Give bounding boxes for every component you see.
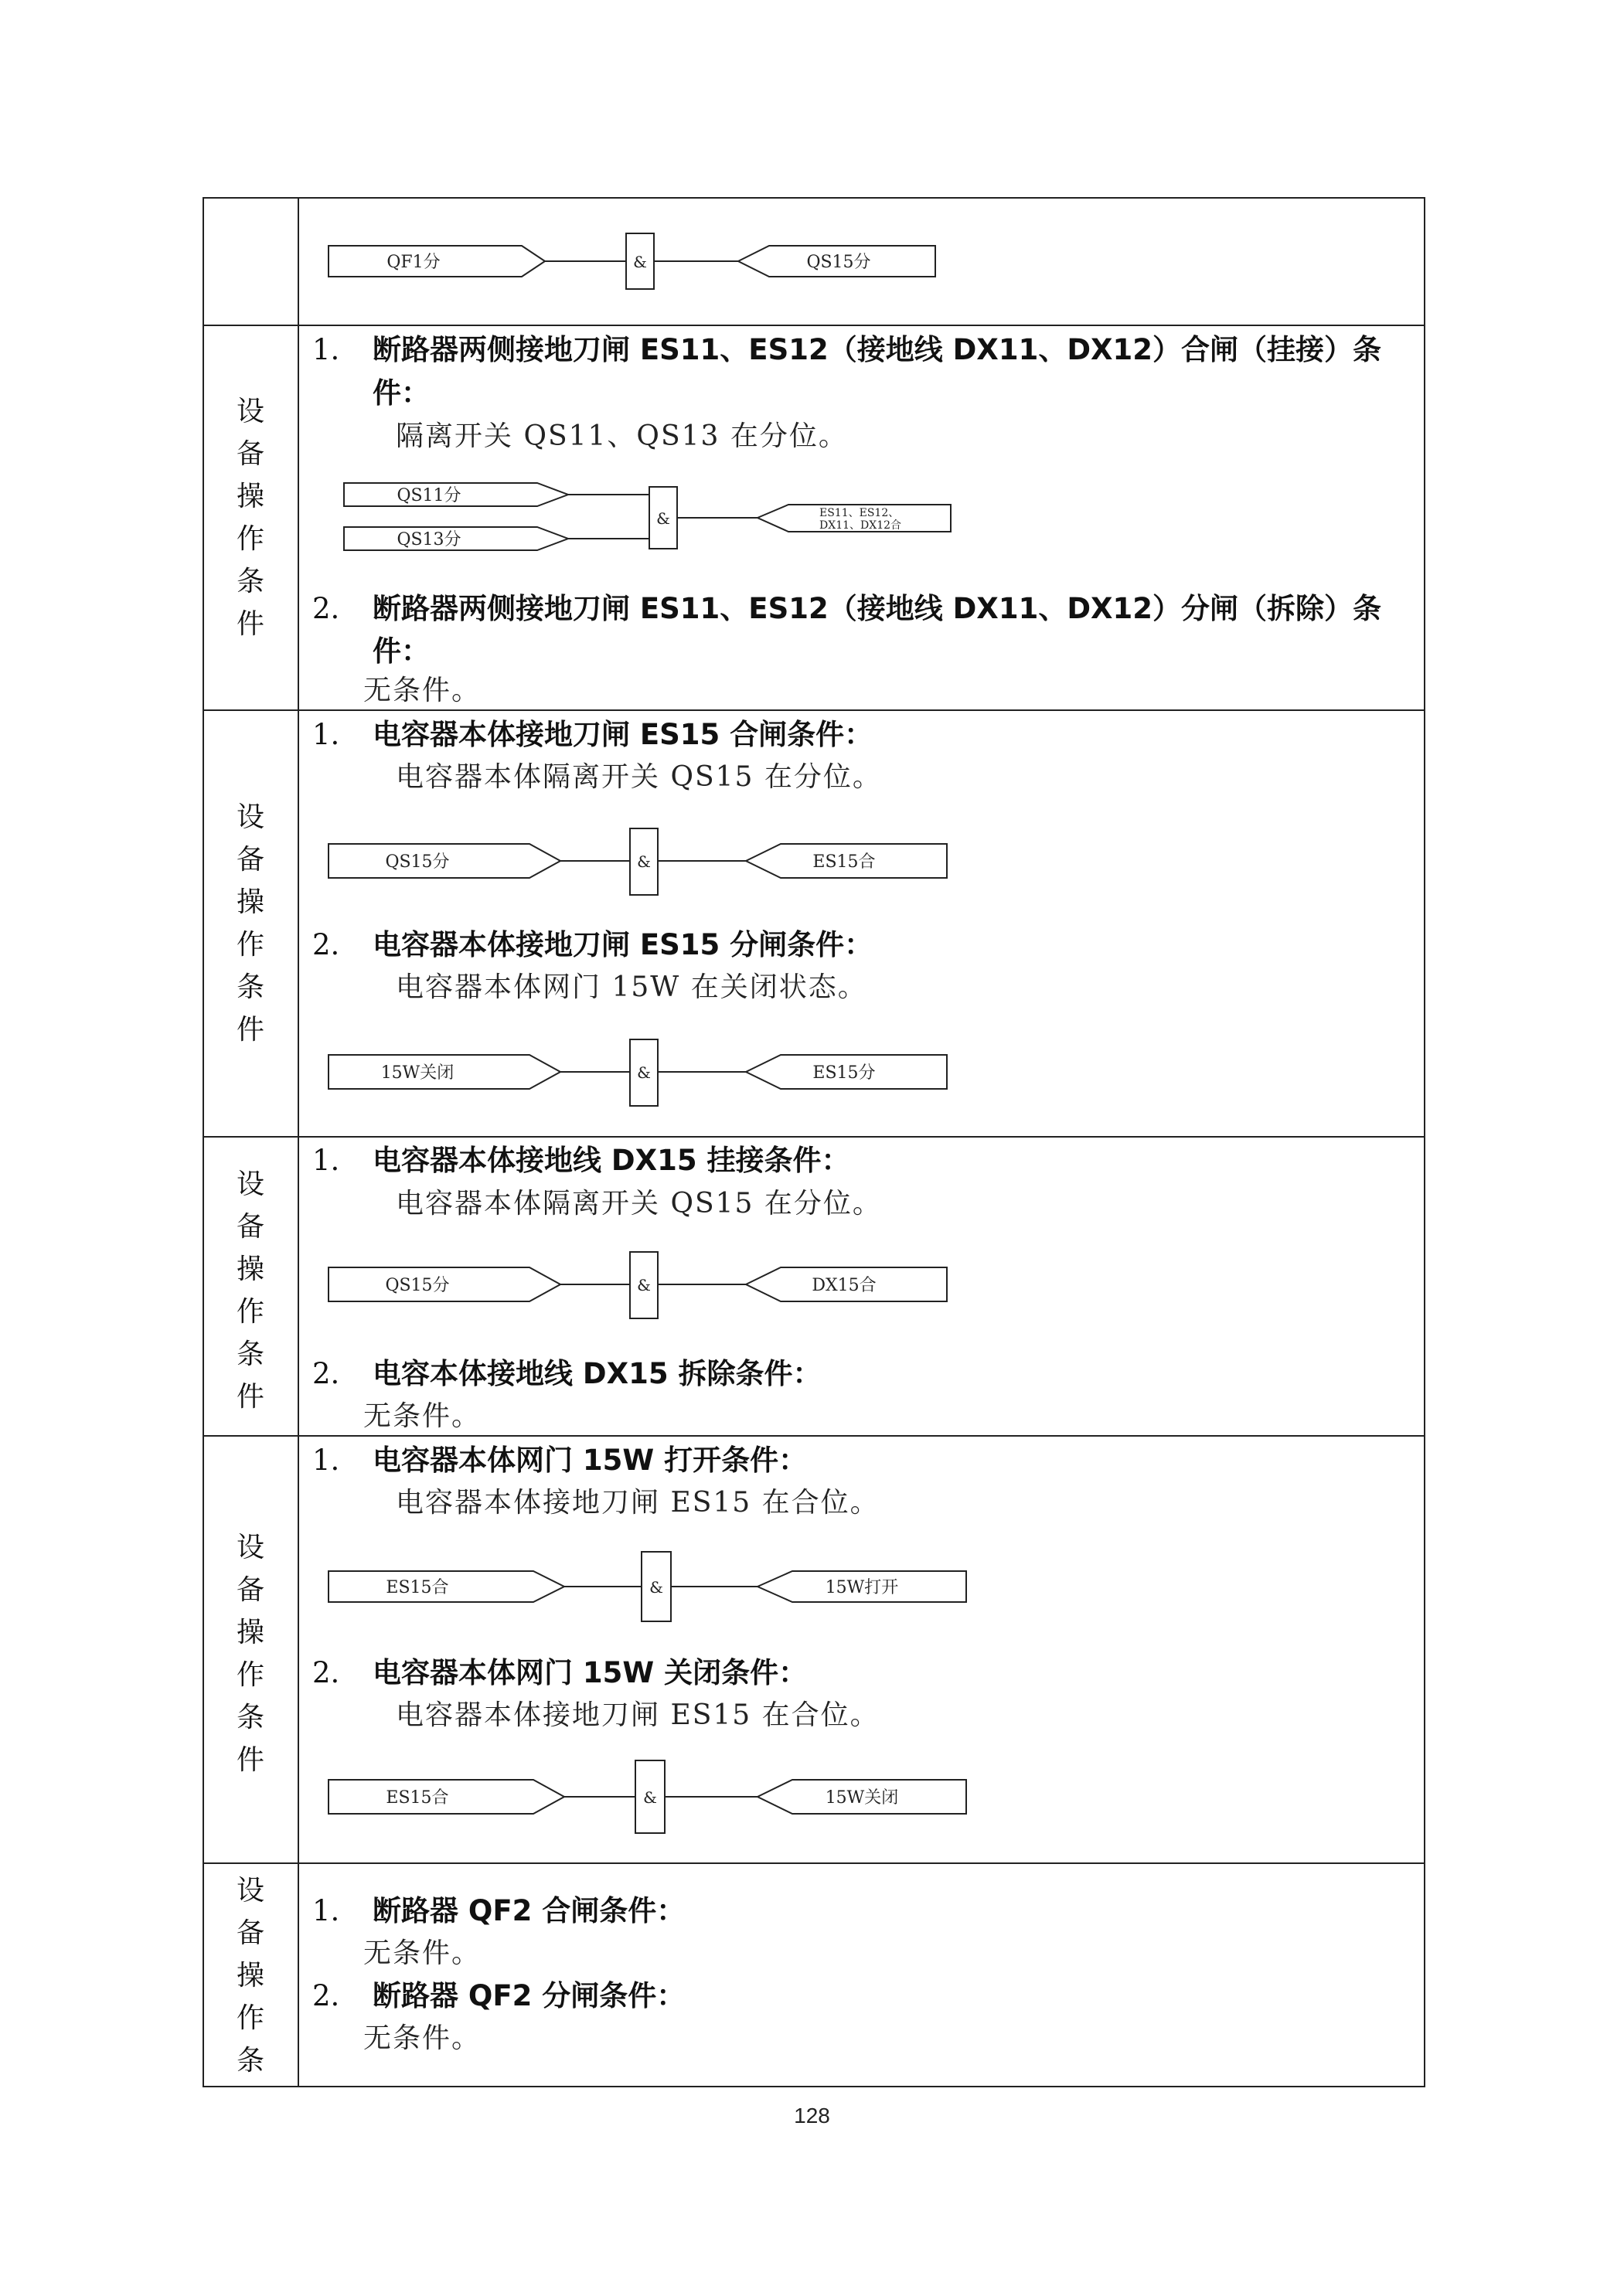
condition-desc: 电容器本体隔离开关 QS15 在分位。 [396,1188,882,1219]
diagram-gate-label: & [643,1788,657,1807]
diagram-input-label: QS11分 [397,486,461,505]
logic-diagram-qs15-dx15 [325,1252,958,1321]
diagram-gate-label: & [649,1578,663,1597]
diagram-gate-label: & [637,1063,651,1082]
condition-desc: 无条件。 [363,2022,482,2054]
diagram-output-label: ES15合 [812,852,876,872]
diagram-output-label: QS15分 [806,253,871,272]
row-label: 设 备 操 作 条 件 [236,396,264,640]
diagram-gate-label: & [637,852,651,871]
condition-desc: 电容器本体接地刀闸 ES15 在合位。 [396,1487,880,1519]
diagram-input-label: 15W关闭 [380,1063,455,1083]
condition-title: 2. 电容本体接地线 DX15 拆除条件： [312,1357,822,1390]
page-number: 128 [794,2104,830,2128]
diagram-output-label: ES15分 [812,1063,876,1083]
row-divider [203,1136,1425,1138]
logic-diagram-es11-es12 [340,479,958,556]
condition-desc: 无条件。 [363,1400,482,1432]
diagram-output-label: 15W关闭 [825,1788,899,1808]
condition-title: 2. 断路器 QF2 分闸条件： [312,1979,686,2012]
diagram-output-label: ES11、ES12、 [819,507,900,519]
row-label: 设 备 操 作 条 件 [236,1532,264,1776]
condition-title: 1. 断路器 QF2 合闸条件： [312,1894,686,1927]
condition-title: 2. 电容器本体网门 15W 关闭条件： [312,1656,808,1689]
diagram-gate-label: & [637,1276,651,1294]
diagram-gate-label: & [656,509,670,528]
row-label: 设 备 操 作 条 [236,1875,264,2077]
logic-diagram-15w-es15 [325,1039,958,1109]
diagram-input-label: QS15分 [385,1276,450,1295]
logic-diagram-qs15-es15 [325,828,958,898]
diagram-input-label: QS13分 [397,530,461,549]
diagram-output-label: 15W打开 [825,1578,899,1597]
diagram-input-label: ES15合 [386,1788,449,1808]
logic-diagram-es15-15w-open [325,1552,974,1629]
row-label: 设 备 操 作 条 件 [236,1168,264,1413]
diagram-input-label: ES15合 [386,1578,449,1597]
logic-diagram-es15-15w-close [325,1760,974,1838]
diagram-output-label: DX11、DX12合 [819,519,902,532]
logic-diagram-qf1-qs15 [325,230,943,284]
condition-desc: 无条件。 [363,1937,482,1969]
condition-desc: 电容器本体隔离开关 QS15 在分位。 [396,761,882,793]
condition-title: 1. 电容器本体接地线 DX15 挂接条件： [312,1144,850,1177]
condition-desc: 无条件。 [363,675,482,706]
condition-desc: 隔离开关 QS11、QS13 在分位。 [396,420,848,452]
diagram-output-label: DX15合 [812,1276,877,1295]
diagram-input-label: QF1分 [386,253,441,272]
condition-title: 1. 断路器两侧接地刀闸 ES11、ES12（接地线 DX11、DX12）合闸（挂接）条 [312,333,1382,366]
diagram-input-label: QS15分 [385,852,450,872]
condition-title-cont: 件： [373,634,430,668]
row-divider [203,1862,1425,1864]
condition-desc: 电容器本体接地刀闸 ES15 在合位。 [396,1699,880,1731]
condition-desc: 电容器本体网门 15W 在关闭状态。 [396,971,867,1003]
row-label: 设 备 操 作 条 件 [236,801,264,1046]
condition-title: 2. 断路器两侧接地刀闸 ES11、ES12（接地线 DX11、DX12）分闸（拆除）条 [312,592,1382,625]
condition-title: 1. 电容器本体网门 15W 打开条件： [312,1444,808,1477]
condition-title: 2. 电容器本体接地刀闸 ES15 分闸条件： [312,928,873,961]
condition-title: 1. 电容器本体接地刀闸 ES15 合闸条件： [312,718,873,751]
diagram-gate-label: & [633,253,647,271]
condition-title-cont: 件： [373,376,430,410]
row-divider [203,325,1425,326]
